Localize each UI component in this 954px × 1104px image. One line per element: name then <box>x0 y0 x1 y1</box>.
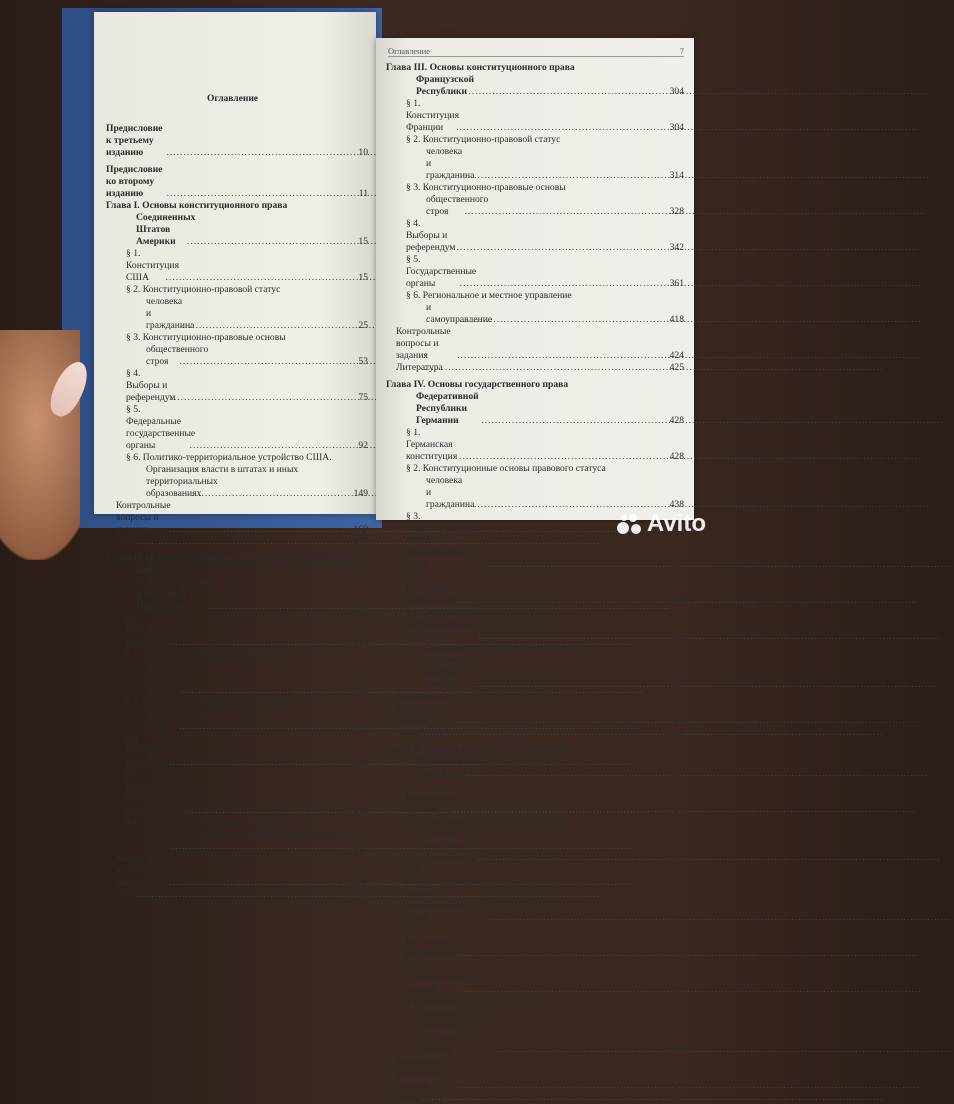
toc-entry <box>386 290 684 302</box>
toc-entry-text: Литература <box>116 536 163 547</box>
page-number: 7 <box>679 46 684 56</box>
toc-entry <box>386 607 684 643</box>
toc-page-number: 476 <box>669 631 684 642</box>
leader-dots <box>190 440 358 452</box>
toc-page-number: 521 <box>669 715 684 726</box>
toc-entry <box>106 164 368 200</box>
toc-page-number: 10 <box>358 147 368 158</box>
toc-entry <box>386 475 684 511</box>
toc-page-number: 361 <box>669 278 684 289</box>
toc-entry-text: общественного строя <box>146 709 209 732</box>
toc-entry-text: Контрольные вопросы и задания <box>396 1056 451 1091</box>
toc-page-number: 25 <box>358 320 368 331</box>
toc-page-number: 299 <box>353 877 368 888</box>
toc-entry-text: § 1. Конституция Италии <box>406 780 459 815</box>
leader-dots <box>166 147 357 159</box>
avito-logo-icon <box>617 512 643 536</box>
toc-entry-text: Федеративной Республики Германии <box>416 391 479 426</box>
toc-entry-text: общественного строя <box>146 344 209 367</box>
toc-page-number: 468 <box>669 595 684 606</box>
leader-dots <box>489 912 669 924</box>
leader-dots <box>464 206 668 218</box>
leader-dots <box>456 595 668 607</box>
toc-entry <box>386 134 684 146</box>
toc-entry <box>106 536 368 548</box>
toc-entry-text: Предисловие ко второму изданию <box>106 164 163 199</box>
toc-entry-text: § 6. Политико-территориальное устройство. <box>126 817 307 828</box>
toc-page-number: 216 <box>353 757 368 768</box>
toc-entry <box>386 427 684 463</box>
toc-entry <box>386 864 684 924</box>
toc-entry-text: § 4. Выборы и референдум <box>126 368 176 403</box>
toc-page-number: 304 <box>669 122 684 133</box>
leader-dots <box>170 392 357 404</box>
toc-entry-text: самоуправление <box>146 841 213 852</box>
toc-entry-text: § 2. Конституционно-правовые основы <box>406 816 566 827</box>
toc-entry-text: § 5. Государственные органы <box>406 960 477 995</box>
toc-page-number: 525 <box>669 804 684 815</box>
toc-page-number: 525 <box>669 768 684 779</box>
toc-page-number: 15 <box>358 272 368 283</box>
toc-entry-text: Региональные государственные органы и местное <box>146 829 351 840</box>
toc-entry-text: Публичная власть в землях <box>426 655 471 690</box>
toc-page-number: 457 <box>669 559 684 570</box>
leader-dots <box>421 1092 669 1104</box>
leader-dots <box>180 356 358 368</box>
toc-page-number: 53 <box>358 356 368 367</box>
toc-entry-text: человека и гражданина <box>426 475 475 510</box>
toc-entry <box>106 853 368 889</box>
toc-entry <box>386 996 684 1008</box>
toc-entry-text: § 3. Конституционно-правовые основы <box>406 182 566 193</box>
leader-dots <box>459 314 668 326</box>
toc-entry-text: § 5. Центральные государственные органы <box>126 769 196 816</box>
leader-dots <box>138 536 353 548</box>
toc-entry-text: Литература <box>396 362 443 373</box>
avito-text: Avito <box>646 510 706 537</box>
toc-entry <box>106 889 368 901</box>
leader-dots <box>187 236 357 248</box>
toc-page-number: 169 <box>353 524 368 535</box>
leader-dots <box>166 272 358 284</box>
toc-entry <box>386 62 684 74</box>
toc-entry <box>106 248 368 284</box>
leader-dots <box>460 984 669 996</box>
leader-dots <box>456 242 668 254</box>
leader-dots <box>457 1080 668 1092</box>
toc-entry-text: § 1. Германская конституция <box>406 427 458 462</box>
toc-entry-text: § 1. Британская конституция <box>126 613 178 648</box>
toc-entry <box>386 780 684 816</box>
toc-entry <box>106 332 368 344</box>
toc-entry <box>106 368 368 404</box>
toc-entry <box>106 296 368 332</box>
toc-entry-text: § 3. Конституционные основы общественного строя <box>406 864 481 923</box>
toc-entry-text: § 1. Конституция США <box>126 248 179 283</box>
toc-entry <box>386 643 684 655</box>
leader-dots <box>421 362 669 374</box>
leader-dots <box>172 841 353 853</box>
leader-dots <box>167 188 358 200</box>
toc-entry <box>106 464 368 476</box>
toc-entry-text: § 6. Региональное и местное управление <box>406 290 572 301</box>
toc-entry-text: Итальянской Республики <box>416 756 475 779</box>
toc-entry-text: Глава I. Основы конституционного права <box>106 200 288 211</box>
toc-page-number: 314 <box>669 170 684 181</box>
toc-entry <box>386 691 684 727</box>
toc-entry-text: § 1. Конституция Франции <box>406 98 459 133</box>
toc-entry-text: Глава III. Основы конституционного права <box>386 62 575 73</box>
toc-entry <box>106 344 368 368</box>
hand <box>0 330 80 560</box>
toc-page-number: 522 <box>669 727 684 738</box>
toc-entry-text: Контрольные вопросы и задания <box>116 853 171 888</box>
toc-page-number: 170 <box>353 536 368 547</box>
toc-page-number: 328 <box>669 206 684 217</box>
toc-entry-text: § 6. Политико-территориальное устройство США. <box>126 452 332 463</box>
toc-entry <box>386 960 684 996</box>
toc-entry-text: Королевства Великобритании и Северной Ирландии <box>136 565 210 612</box>
toc-page-number: 539 <box>669 852 684 863</box>
leader-dots <box>456 122 668 134</box>
toc-page-number: 300 <box>353 889 368 900</box>
toc-entry-text: § 3. Конституционные основы общественного строя <box>406 511 481 570</box>
toc-page-number: 304 <box>669 86 684 97</box>
toc-entry <box>106 649 368 661</box>
toc-entry-text: § 2. Конституционно-правовой статус <box>406 134 561 145</box>
toc-entry <box>106 829 368 841</box>
toc-entry <box>106 817 368 829</box>
toc-entry-text: человека и гражданина <box>146 296 195 331</box>
toc-page-number: 11 <box>358 188 368 199</box>
toc-entry-text: Литература <box>396 1092 443 1103</box>
toc-entry <box>106 733 368 769</box>
toc-entry <box>386 74 684 98</box>
leader-dots <box>465 86 668 98</box>
toc-page-number: 149 <box>353 488 368 499</box>
toc-entry <box>106 709 368 733</box>
toc-entry <box>386 326 684 362</box>
toc-page-number: 583 <box>669 984 684 995</box>
toc-entry-text: Контрольные вопросы и задания <box>116 500 171 535</box>
leader-dots <box>489 559 669 571</box>
toc-page-number: 173 <box>353 637 368 648</box>
leader-dots <box>481 415 668 427</box>
toc-entry <box>106 212 368 248</box>
toc-page-number: 428 <box>669 451 684 462</box>
toc-page-number: 566 <box>669 912 684 923</box>
leader-dots <box>459 451 669 463</box>
toc-entry-text: § 5. Федеральные государственные органы <box>126 404 196 451</box>
toc-entry-text: и самоуправление <box>426 302 493 325</box>
toc-page-number: 277 <box>353 841 368 852</box>
toc-entry <box>386 655 684 691</box>
toc-entry <box>106 200 368 212</box>
leader-dots <box>454 804 669 816</box>
leader-dots <box>170 757 353 769</box>
leader-dots <box>181 685 353 697</box>
toc-entry <box>386 1008 684 1056</box>
toc-entry <box>386 828 684 864</box>
toc-entry-text: общественного строя <box>426 194 489 217</box>
toc-entry <box>386 571 684 607</box>
toc-entry <box>106 476 368 500</box>
leader-dots <box>179 721 353 733</box>
leader-dots <box>457 715 668 727</box>
toc-entry <box>386 379 684 391</box>
leader-dots <box>457 350 668 362</box>
toc-entry-text: Литература <box>116 889 163 900</box>
toc-entry <box>386 756 684 780</box>
toc-entry <box>106 452 368 464</box>
toc-page-number: 625 <box>669 1092 684 1103</box>
toc-entry <box>106 613 368 649</box>
toc-page-number: 342 <box>669 242 684 253</box>
toc-page-number: 509 <box>669 679 684 690</box>
toc-entry <box>106 500 368 536</box>
toc-entry-text: Глава II. Основы конституционного права Соединенного <box>106 553 355 564</box>
toc-page-number: 181 <box>353 685 368 696</box>
toc-entry <box>386 146 684 182</box>
toc-entry <box>386 463 684 475</box>
toc-entry-text: Контрольные вопросы и задания <box>396 691 451 726</box>
toc-entry-text: § 6. Территориальное устройство, <box>406 996 545 1007</box>
toc-entry-text: § 4. Выборы и референдум <box>406 571 456 606</box>
toc-entry-text: Контрольные вопросы и задания <box>396 326 451 361</box>
toc-entry <box>386 218 684 254</box>
toc-entry <box>106 123 368 159</box>
toc-entry-text: § 4. Выборы и референдум <box>406 218 456 253</box>
toc-list-left <box>106 118 368 901</box>
toc-page-number: 173 <box>353 601 368 612</box>
toc-entry-text: § 3. Конституционно-правовые основы <box>126 697 286 708</box>
leader-dots <box>182 320 358 332</box>
toc-page-number: 624 <box>669 1080 684 1091</box>
running-head-title: Оглавление <box>388 46 430 56</box>
leader-dots <box>138 889 353 901</box>
leader-dots <box>473 679 669 691</box>
toc-page-number: 199 <box>353 721 368 732</box>
leader-dots <box>172 637 353 649</box>
left-page <box>94 12 376 900</box>
leader-dots <box>456 948 668 960</box>
toc-page-number: 418 <box>669 314 684 325</box>
toc-entry <box>386 1056 684 1092</box>
leader-dots <box>478 631 668 643</box>
toc-entry-text: § 5. Государственные органы <box>406 254 477 289</box>
toc-entry <box>106 284 368 296</box>
avito-watermark <box>617 510 706 538</box>
toc-title: Оглавление <box>207 94 259 104</box>
toc-entry <box>106 841 368 853</box>
leader-dots <box>188 805 352 817</box>
toc-entry <box>386 744 684 756</box>
leader-dots <box>191 488 352 500</box>
toc-entry <box>386 924 684 960</box>
toc-entry-text: Литература <box>396 727 443 738</box>
leader-dots <box>460 278 669 290</box>
leader-dots <box>478 852 668 864</box>
toc-page-number: 425 <box>669 362 684 373</box>
toc-entry <box>386 391 684 427</box>
toc-entry-text: Глава IV. Основы государственного права <box>386 379 569 390</box>
leader-dots <box>467 170 668 182</box>
toc-page-number: 438 <box>669 499 684 510</box>
toc-entry-text: Глава V. Основы конституционного права <box>386 744 570 755</box>
toc-entry-text: статуса человека и гражданина <box>426 828 475 863</box>
toc-entry-text: § 2. Конституционно-правовой статус <box>126 284 281 295</box>
toc-entry-text: Соединенных Штатов Америки <box>136 212 196 247</box>
toc-page-number: 576 <box>669 948 684 959</box>
toc-entry <box>386 98 684 134</box>
toc-entry <box>386 1092 684 1104</box>
toc-entry <box>106 565 368 613</box>
toc-page-number: 75 <box>358 392 368 403</box>
toc-entry <box>386 302 684 326</box>
toc-entry-text: Французской Республики <box>416 74 475 97</box>
toc-list-right <box>386 62 684 1104</box>
toc-entry <box>386 362 684 374</box>
toc-entry-text: § 5. Федеральные государственные органы <box>406 607 478 642</box>
leader-dots <box>169 524 353 536</box>
toc-page-number: 235 <box>353 805 368 816</box>
toc-entry <box>386 727 684 739</box>
running-head <box>388 46 684 57</box>
toc-entry <box>106 697 368 709</box>
toc-entry-text: человека и гражданина <box>426 146 475 181</box>
toc-entry-text: § 2. Конституционно-правовой статус <box>126 649 281 660</box>
toc-entry <box>106 404 368 452</box>
toc-entry-text: территориальных образованиях <box>146 476 218 499</box>
toc-entry <box>386 182 684 194</box>
toc-page-number: 424 <box>669 350 684 361</box>
toc-entry-text: § 4. Выборы и референдум <box>126 733 176 768</box>
toc-entry-text: человека и гражданина <box>146 661 195 696</box>
toc-entry-text: региональная и местная публичная власть <box>426 1008 489 1055</box>
toc-entry-text: § 3. Конституционно-правовые основы <box>126 332 286 343</box>
toc-entry <box>386 254 684 290</box>
toc-entry-text: § 2. Конституционные основы правового статуса <box>406 463 606 474</box>
toc-page-number: 608 <box>669 1044 684 1055</box>
toc-entry-text: § 6. Политико-территориальное устройство. <box>406 643 587 654</box>
leader-dots <box>421 727 669 739</box>
toc-entry <box>106 553 368 565</box>
leader-dots <box>169 877 353 889</box>
leader-dots <box>465 768 668 780</box>
toc-page-number: 92 <box>358 440 368 451</box>
toc-entry-text: Предисловие к третьему изданию <box>106 123 163 158</box>
toc-page-number: 428 <box>669 415 684 426</box>
toc-entry-text: Организация власти в штатах и иных <box>146 464 299 475</box>
leader-dots <box>208 601 353 613</box>
toc-entry <box>386 194 684 218</box>
toc-page-number: 15 <box>358 236 368 247</box>
toc-entry <box>106 769 368 817</box>
toc-entry <box>106 661 368 697</box>
toc-entry-text: § 4. Выборы и референдум <box>406 924 456 959</box>
leader-dots <box>492 1044 669 1056</box>
toc-entry <box>386 816 684 828</box>
